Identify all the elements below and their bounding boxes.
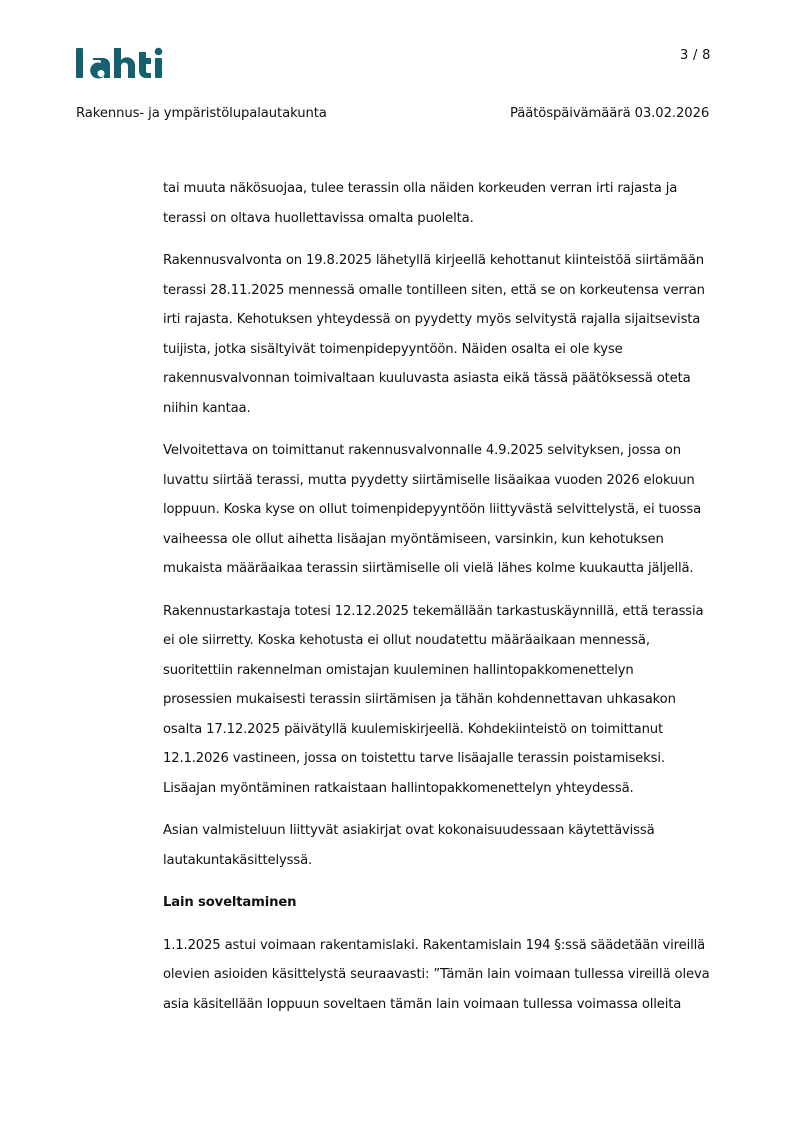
- paragraph-6: [163, 931, 723, 1020]
- text-line: osalta 17.12.2025 päivätyllä kuulemiskirjeellä. Kohdekiinteistö on toimittanut: [163, 721, 664, 737]
- text-line: rakennusvalvonnan toimivaltaan kuuluvasta asiasta eikä tässä päätöksessä oteta: [163, 371, 691, 386]
- text-line: mukaista määräaikaa terassin siirtämiselle oli vielä lähes kolme kuukautta jäljellä.: [163, 561, 694, 576]
- paragraph-2: [163, 246, 723, 423]
- decision-date: Päätöspäivämäärä 03.02.2026: [510, 106, 710, 121]
- text-line: tuijista, jotka sisältyivät toimenpidepyyntöön. Näiden osalta ei ole kyse: [163, 341, 623, 357]
- document-body: [163, 174, 723, 1032]
- paragraph-5: [163, 816, 723, 875]
- text-line: niihin kantaa.: [163, 400, 251, 416]
- text-line: lautakuntakäsittelyssä.: [163, 852, 313, 868]
- text-line: luvattu siirtää terassi, mutta pyydetty siirtämiselle lisäaikaa vuoden 2026 elokuun: [163, 472, 695, 488]
- text-line: asia käsitellään loppuun soveltaen tämän lain voimaan tullessa voimassa olleita: [163, 996, 682, 1012]
- text-line: Lisäajan myöntäminen ratkaistaan hallintopakkomenettelyn yhteydessä.: [163, 780, 634, 796]
- text-line: olevien asioiden käsittelystä seuraavasti: ”Tämän lain voimaan tullessa vireillä oleva: [163, 967, 710, 982]
- text-line: tai muuta näkösuojaa, tulee terassin olla näiden korkeuden verran irti rajasta ja: [163, 181, 678, 196]
- text-line: terassi on oltava huollettavissa omalta puolelta.: [163, 210, 474, 226]
- page-number: 3 / 8: [680, 48, 711, 63]
- text-line: loppuun. Koska kyse on ollut toimenpidepyyntöön liittyvästä selvittelystä, ei tuossa: [163, 502, 702, 517]
- text-line: suoritettiin rakennelman omistajan kuuleminen hallintopakkomenettelyn: [163, 662, 634, 678]
- lahti-logo-mark: [75, 44, 169, 84]
- text-line: terassi 28.11.2025 mennessä omalle tontilleen siten, että se on korkeutensa verran: [163, 282, 705, 298]
- text-line: ei ole siirretty. Koska kehotusta ei ollut noudatettu määräaikaan mennessä,: [163, 633, 650, 648]
- text-line: Asian valmisteluun liittyvät asiakirjat ovat kokonaisuudessaan käytettävissä: [163, 823, 655, 838]
- text-line: irti rajasta. Kehotuksen yhteydessä on pyydetty myös selvitystä rajalla sijaitsevista: [163, 312, 701, 327]
- text-line: 1.1.2025 astui voimaan rakentamislaki. Rakentamislain 194 §:ssä säädetään vireillä: [163, 937, 706, 953]
- text-line: 12.1.2026 vastineen, jossa on toistettu tarve lisäajalle terassin poistamiseksi.: [163, 751, 665, 766]
- text-line: vaiheessa ole ollut aihetta lisäajan myöntämiseen, varsinkin, kun kehotuksen: [163, 531, 664, 547]
- text-line: Rakennustarkastaja totesi 12.12.2025 tekemällään tarkastuskäynnillä, että terassia: [163, 603, 704, 619]
- organization-name: Rakennus- ja ympäristölupalautakunta: [76, 106, 327, 121]
- paragraph-1: [163, 174, 723, 233]
- text-line: Velvoitettava on toimittanut rakennusvalvonnalle 4.9.2025 selvityksen, jossa on: [163, 443, 681, 458]
- text-line: prosessien mukaisesti terassin siirtämisen ja tähän kohdennettavan uhkasakon: [163, 692, 676, 707]
- section-heading: Lain soveltaminen: [163, 895, 297, 910]
- paragraph-3: [163, 436, 723, 584]
- lahti-logo: [75, 44, 169, 84]
- text-line: Rakennusvalvonta on 19.8.2025 lähetyllä kirjeellä kehottanut kiinteistöä siirtämään: [163, 253, 704, 268]
- paragraph-4: [163, 597, 723, 804]
